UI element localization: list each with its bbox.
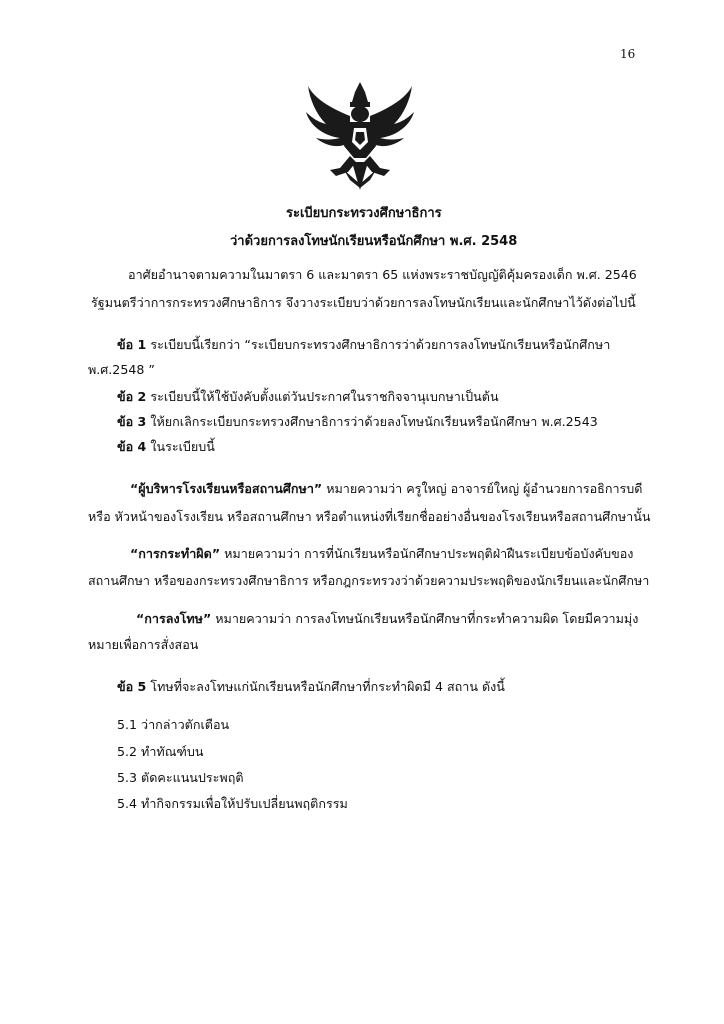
definition-punishment-term: “การลงโทษ”: [136, 611, 212, 626]
definition-administrator-term: “ผู้บริหารโรงเรียนหรือสถานศึกษา”: [130, 481, 323, 496]
document-title-line1: ระเบียบกระทรวงศึกษาธิการ: [286, 206, 442, 221]
definition-administrator-text: หมายความว่า ครูใหญ่ อาจารย์ใหญ่ ผู้อำนวยการอธิการบดี: [322, 481, 643, 496]
definition-punishment: [136, 610, 638, 628]
clause-1-continued: พ.ศ.2548 ”: [88, 362, 155, 377]
garuda-emblem-icon: [300, 80, 420, 192]
clause-2: [117, 388, 499, 406]
definition-offense-text: หมายความว่า การที่นักเรียนหรือนักศึกษาประพฤติฝ่าฝืนระเบียบข้อบังคับของ: [220, 546, 634, 561]
definition-offense-term: “การกระทำผิด”: [130, 546, 221, 561]
definition-punishment-text: หมายความว่า การลงโทษนักเรียนหรือนักศึกษาที่กระทำความผิด โดยมีความมุ่ง: [211, 611, 639, 626]
definition-administrator-continued: หรือ หัวหน้าของโรงเรียน หรือสถานศึกษา หรือตำแหน่งที่เรียกชื่ออย่างอื่นของโรงเรียนหรือสถานศึกษานั้น: [88, 509, 651, 524]
clause-1-label: ข้อ 1: [117, 337, 147, 352]
penalty-item: 5.2 ทำทัณฑ์บน: [117, 744, 204, 759]
clause-3: [117, 413, 598, 431]
clause-3-text: ให้ยกเลิกระเบียบกระทรวงศึกษาธิการว่าด้วยลงโทษนักเรียนหรือนักศึกษา พ.ศ.2543: [146, 414, 598, 429]
clause-4-text: ในระเบียบนี้: [146, 439, 215, 454]
clause-2-label: ข้อ 2: [117, 389, 147, 404]
definition-administrator: [130, 480, 642, 498]
clause-2-text: ระเบียบนี้ให้ใช้บังคับตั้งแต่วันประกาศในราชกิจจานุเบกษาเป็นต้น: [146, 389, 499, 404]
clause-5-label: ข้อ 5: [117, 679, 147, 694]
document-title-line2: ว่าด้วยการลงโทษนักเรียนหรือนักศึกษา พ.ศ. 2548: [230, 234, 518, 249]
clause-5: [117, 678, 505, 696]
clause-4: [117, 438, 215, 456]
clause-5-text: โทษที่จะลงโทษแก่นักเรียนหรือนักศึกษาที่กระทำผิดมี 4 สถาน ดังนี้: [146, 679, 505, 694]
definition-offense-continued: สถานศึกษา หรือของกระทรวงศึกษาธิการ หรือกฎกระทรวงว่าด้วยความประพฤติของนักเรียนและนักศึกษา: [88, 573, 650, 588]
penalty-item: 5.4 ทำกิจกรรมเพื่อให้ปรับเปลี่ยนพฤติกรรม: [117, 796, 348, 811]
clause-1: [117, 336, 610, 354]
page-number: 16: [620, 47, 636, 61]
preamble-line2: รัฐมนตรีว่าการกระทรวงศึกษาธิการ จึงวางระเบียบว่าด้วยการลงโทษนักเรียนและนักศึกษาไว้ดังต่อไปนี้: [91, 295, 636, 310]
clause-4-label: ข้อ 4: [117, 439, 147, 454]
preamble-line1: อาศัยอำนาจตามความในมาตรา 6 และมาตรา 65 แห่งพระราชบัญญัติคุ้มครองเด็ก พ.ศ. 2546: [128, 267, 637, 282]
definition-punishment-continued: หมายเพื่อการสั่งสอน: [88, 637, 199, 652]
clause-1-text: ระเบียบนี้เรียกว่า “ระเบียบกระทรวงศึกษาธิการว่าด้วยการลงโทษนักเรียนหรือนักศึกษา: [146, 337, 611, 352]
clause-3-label: ข้อ 3: [117, 414, 147, 429]
penalty-item: 5.3 ตัดคะแนนประพฤติ: [117, 770, 244, 785]
definition-offense: [130, 545, 633, 563]
penalty-item: 5.1 ว่ากล่าวตักเตือน: [117, 717, 230, 732]
